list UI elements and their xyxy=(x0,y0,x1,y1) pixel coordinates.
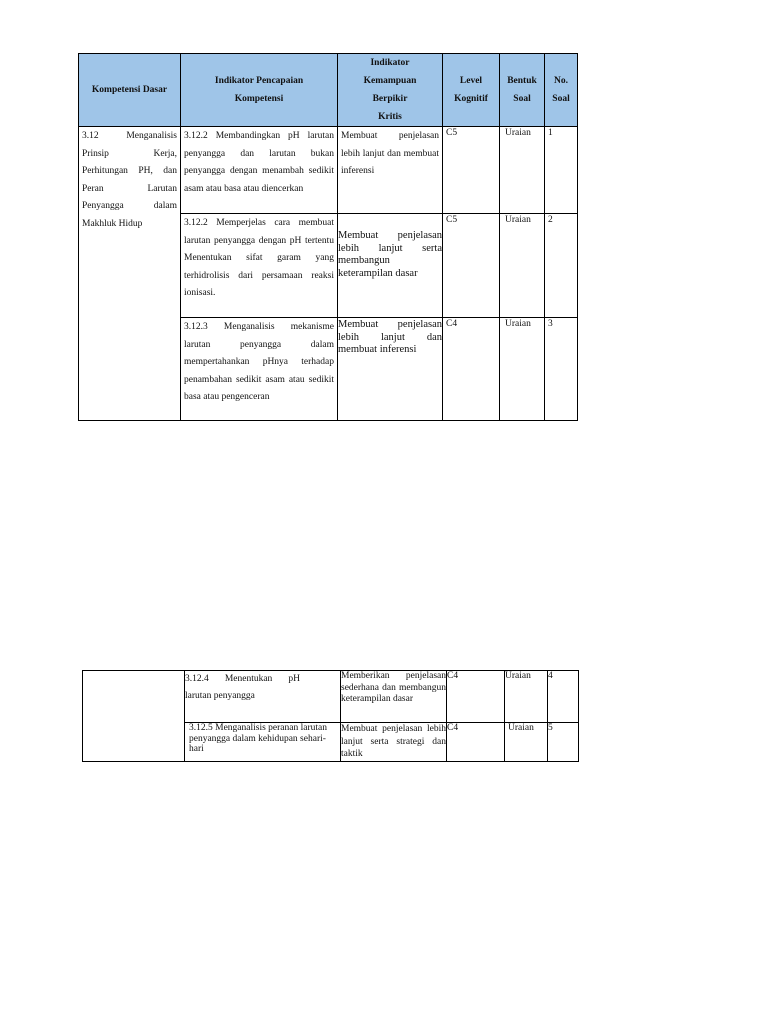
kemampuan-cell: Membuat penjelasan lebih lanjut serta membangun keterampilan dasar xyxy=(338,214,443,318)
kompetensi-dasar-cell-empty xyxy=(83,671,185,762)
kemampuan-cell: Membuat penjelasan lebih lanjut dan membuat inferensi xyxy=(338,127,443,214)
indikator-cell: 3.12.4 Menentukan pH larutan penyangga xyxy=(185,671,341,723)
bentuk-cell: Uraian xyxy=(500,127,545,214)
level-cell: C4 xyxy=(447,723,505,762)
kompetensi-dasar-text: 3.12 Menganalisis Prinsip Kerja, Perhitungan PH, dan Peran Larutan Penyangga dalam Makhluk Hidup xyxy=(82,131,177,229)
bentuk-cell: Uraian xyxy=(500,318,545,421)
indikator-cell: 3.12.2 Memperjelas cara membuat larutan penyangga dengan pH tertentu Menentukan sifat garam yang terhidrolisis dari persamaan reaksi ionisasi. xyxy=(181,214,338,318)
header-indikator-kemampuan: Indikator Kemampuan Berpikir Kritis xyxy=(338,54,443,127)
table-row xyxy=(83,671,579,723)
no-cell: 1 xyxy=(545,127,578,214)
no-cell: 5 xyxy=(548,723,579,762)
indikator-cell: 3.12.5 Menganalisis peranan larutan penyangga dalam kehidupan sehari-hari xyxy=(185,723,341,762)
indikator-cell: 3.12.2 Membandingkan pH larutan penyangga dan larutan bukan penyangga dengan menambah sedikit asam atau basa atau diencerkan xyxy=(181,127,338,214)
header-indikator-pencapaian: Indikator Pencapaian Kompetensi xyxy=(181,54,338,127)
header-no-soal: No. Soal xyxy=(545,54,578,127)
no-cell: 4 xyxy=(548,671,579,723)
kemampuan-cell: Membuat penjelasan lebih lanjut serta strategi dan taktik xyxy=(341,724,446,759)
indikator-cell: 3.12.3 Menganalisis mekanisme larutan penyangga dalam mempertahankan pHnya terhadap penambahan sedikit asam atau sedikit basa atau pengenceran xyxy=(181,318,338,421)
kisi-kisi-table-continued xyxy=(82,670,579,762)
table-header-row xyxy=(79,54,578,127)
level-cell: C4 xyxy=(443,318,500,421)
bentuk-cell: Uraian xyxy=(505,723,548,762)
bentuk-cell: Uraian xyxy=(505,671,548,723)
level-cell: C5 xyxy=(443,127,500,214)
kemampuan-cell: Memberikan penjelasan sederhana dan membangun keterampilan dasar xyxy=(341,671,447,723)
kemampuan-cell: Membuat penjelasan lebih lanjut dan membuat inferensi xyxy=(338,318,443,421)
header-level-kognitif: Level Kognitif xyxy=(443,54,500,127)
no-cell: 3 xyxy=(545,318,578,421)
bentuk-cell: Uraian xyxy=(500,214,545,318)
kompetensi-dasar-cell xyxy=(79,127,181,421)
kisi-kisi-table xyxy=(78,53,578,421)
header-kompetensi-dasar: Kompetensi Dasar xyxy=(79,54,181,127)
header-bentuk-soal: Bentuk Soal xyxy=(500,54,545,127)
table-row xyxy=(79,127,578,214)
level-cell: C4 xyxy=(447,671,505,723)
no-cell: 2 xyxy=(545,214,578,318)
level-cell: C5 xyxy=(443,214,500,318)
